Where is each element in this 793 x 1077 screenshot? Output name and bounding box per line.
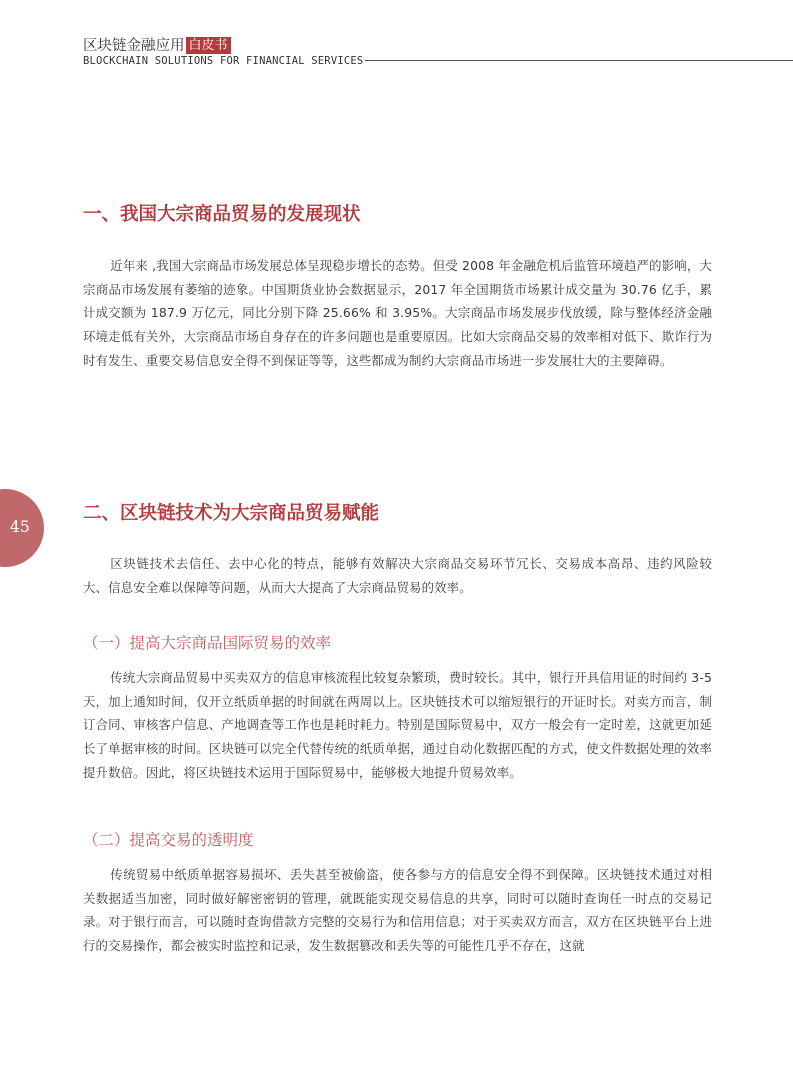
- page-number: 45: [10, 518, 30, 536]
- header-subtitle: BLOCKCHAIN SOLUTIONS FOR FINANCIAL SERVICES: [83, 55, 364, 67]
- section-2-paragraph: 区块链技术去信任、去中心化的特点，能够有效解决大宗商品交易环节冗长、交易成本高昂、违约风险较大、信息安全难以保障等问题，从而大大提高了大宗商品贸易的效率。: [83, 556, 712, 595]
- header-divider: [365, 60, 793, 61]
- header-title-text: 区块链金融应用: [83, 38, 185, 54]
- subsection-2-title: （二）提高交易的透明度: [83, 831, 254, 849]
- header-title: [83, 36, 231, 56]
- section-1-paragraph: 近年来 ,我国大宗商品市场发展总体呈现稳步增长的态势。但受 2008 年金融危机后监管环境趋严的影响，大宗商品市场发展有萎缩的迹象。中国期货业协会数据显示，2017 年全国期货市场累计成交量为 30.76 亿手，累计成交额为 187.9 万亿元，同比分别下降 25.66% 和 3.95%。大宗商品市场发展步伐放缓，除与整体经济金融环境走低有关外，大宗商品市场自身存在的许多问题也是重要原因。比如大宗商品交易的效率相对低下、欺诈行为时有发生、重要交易信息安全得不到保证等等，这些都成为制约大宗商品市场进一步发展壮大的主要障碍。: [83, 258, 712, 368]
- subsection-1-paragraph: 传统大宗商品贸易中买卖双方的信息审核流程比较复杂繁琐，费时较长。其中，银行开具信用证的时间约 3-5 天，加上通知时间，仅开立纸质单据的时间就在两周以上。区块链技术可以缩短银行的开证时长。对卖方而言，制订合同、审核客户信息、产地调查等工作也是耗时耗力。特别是国际贸易中，双方一般会有一定时差，这就更加延长了单据审核的时间。区块链可以完全代替传统的纸质单据，通过自动化数据匹配的方式，使文件数据处理的效率提升数倍。因此，将区块链技术运用于国际贸易中，能够极大地提升贸易效率。: [83, 670, 712, 780]
- page-number-tab: [0, 489, 46, 567]
- subsection-1-title: （一）提高大宗商品国际贸易的效率: [83, 634, 332, 652]
- page-header: [83, 36, 793, 76]
- section-2-title: 二、区块链技术为大宗商品贸易赋能: [83, 503, 380, 524]
- header-badge: 白皮书: [186, 37, 231, 54]
- section-1-title: 一、我国大宗商品贸易的发展现状: [83, 204, 361, 225]
- subsection-2-paragraph: 传统贸易中纸质单据容易损坏、丢失甚至被偷盗，使各参与方的信息安全得不到保障。区块链技术通过对相关数据适当加密，同时做好解密密钥的管理，就既能实现交易信息的共享，同时可以随时查询任一时点的交易记录。对于银行而言，可以随时查询借款方完整的交易行为和信用信息；对于买卖双方而言，双方在区块链平台上进行的交易操作，都会被实时监控和记录，发生数据篡改和丢失等的可能性几乎不存在，这就: [83, 867, 712, 954]
